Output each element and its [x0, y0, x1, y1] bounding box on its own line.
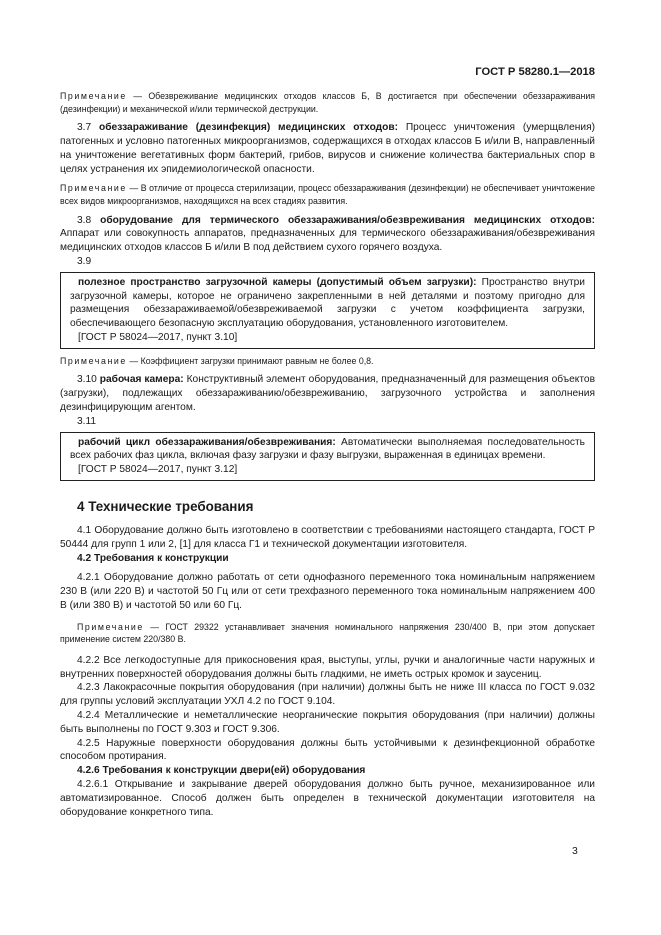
term-name: рабочий цикл обеззараживания/обезвреживания:	[78, 436, 336, 448]
paragraph-4-2-2: 4.2.2 Все легкодоступные для прикосновения края, выступы, углы, ручки и аналогичные части наружных и внутренних поверхностей оборудования должны быть гладкими, не иметь острых кромок и заусениц.	[60, 654, 595, 680]
document-header: ГОСТ Р 58280.1—2018	[475, 66, 595, 78]
term-3-11	[70, 436, 585, 464]
note-text: ГОСТ 29322 устанавливает значения номинального напряжения 230/400 В, при этом допускает применение систем 220/380 В.	[60, 621, 596, 645]
term-name: полезное пространство загрузочной камеры (допустимый объем загрузки):	[78, 276, 477, 288]
note-4: Примечание — ГОСТ 29322 устанавливает значения номинального напряжения 230/400 В, при этом допускает применение систем 220/380 В.	[60, 621, 596, 645]
term-source-reference: [ГОСТ Р 58024—2017, пункт 3.12]	[78, 464, 238, 476]
note-label: Примечание	[60, 91, 127, 101]
paragraph-4-2-5: 4.2.5 Наружные поверхности оборудования должны быть устойчивыми к дезинфекционной обработке способом протирания.	[60, 737, 595, 763]
paragraph-4-2-3: 4.2.3 Лакокрасочные покрытия оборудования (при наличии) должны быть не ниже III класса по ГОСТ 9.032 для группы условий эксплуатации УХЛ 4.2 по ГОСТ 9.104.	[60, 682, 595, 708]
term-3-9-number: 3.9	[77, 255, 92, 267]
note-text: Обезвреживание медицинских отходов классов Б, В достигается при обеспечении обеззараживания (дезинфекции) и механической и/или термической деструкции.	[60, 91, 596, 114]
term-3-10: 3.10 рабочая камера: Конструктивный элемент оборудования, предназначенный для размещения объектов (загрузки), подлежащих обеззараживанию/обезвреживанию, загрузочного устройства и заполнения дезинфицирующим агентом.	[60, 374, 595, 413]
section-4-heading	[60, 499, 595, 514]
note-2: Примечание — В отличие от процесса стерилизации, процесс обеззараживания (дезинфекции) не обеспечивает уничтожение всех видов микроорганизмов, находящихся на всех стадиях развития.	[60, 183, 595, 206]
note-label: Примечание	[60, 355, 127, 366]
term-3-7: 3.7 обеззараживание (дезинфекция) медицинских отходов: Процесс уничтожения (умерщвления) патогенных и условно патогенных микроорганизмов, содержащихся в отходах классов Б и/или В, направленный на уничтожение вегетативных форм бактерий, грибов, вирусов и снижение количества бактериальных спор в целях устранения их эпидемиологической опасности.	[60, 122, 595, 175]
term-definition: Процесс уничтожения (умерщвления) патогенных и условно патогенных микроорганизмов, содержащихся в отходах классов Б и/или В, направленный на уничтожение вегетативных форм бактерий, грибов, вирусов и снижение количества бактериальных спор в целях устранения их эпидемиологической опасности.	[60, 122, 595, 175]
term-name: рабочая камера:	[99, 374, 184, 386]
paragraph-4-2-1: 4.2.1 Оборудование должно работать от сети однофазного переменного тока номинальным напряжением 230 В (или 220 В) и частотой 50 Гц или от сети трехфазного переменного тока номинальным напряжением 400 В (или 380 В) и частотой 50 или 60 Гц.	[60, 572, 595, 611]
term-definition: Аппарат или совокупность аппаратов, предназначенных для термического обеззараживания/обезвреживания медицинских отходов классов Б и/или В под действием сухого горячего воздуха.	[60, 228, 595, 254]
term-name: обеззараживание (дезинфекция) медицинских отходов:	[99, 122, 399, 134]
term-3-9-box	[60, 272, 595, 349]
note-label: Примечание	[60, 183, 127, 194]
page-number: 3	[572, 846, 578, 857]
term-3-11-number: 3.11	[77, 415, 97, 427]
term-3-11-box	[60, 432, 595, 481]
term-3-8: 3.8 оборудование для термического обеззараживания/обезвреживания медицинских отходов: Аппарат или совокупность аппаратов, предназначенных для термического обеззараживания/обезвреживания медицинских отходов классов Б и/или В под действием сухого горячего воздуха.	[60, 214, 595, 254]
subsection-4-2-6-heading: 4.2.6 Требования к конструкции двери(ей) оборудования	[77, 765, 366, 777]
term-3-9	[70, 276, 585, 331]
section-title: Технические требования	[88, 498, 254, 514]
paragraph-4-2-6-1: 4.2.6.1 Открывание и закрывание дверей оборудования должно быть ручное, механизированное или автоматизированное. Способ должен быть определен в технической документации изготовителя на оборудование конкретного типа.	[60, 779, 595, 818]
term-definition: Конструктивный элемент оборудования, предназначенный для размещения объектов (загрузки), подлежащих обеззараживанию/обезвреживанию, загрузочного устройства и заполнения дезинфицирующим агентом.	[60, 374, 595, 413]
term-definition: Автоматически выполняемая последовательность всех рабочих фаз цикла, включая фазу загрузки и фазу выгрузки, выраженная в единицах времени.	[70, 436, 585, 462]
term-source-reference: [ГОСТ Р 58024—2017, пункт 3.10]	[78, 331, 238, 343]
note-1: Примечание — Обезвреживание медицинских отходов классов Б, В достигается при обеспечении обеззараживания (дезинфекции) и механической и/или термической деструкции.	[60, 91, 596, 114]
term-definition: Пространство внутри загрузочной камеры, которое не ограничено закрепленными в ней деталями и поэтому пригодно для размещения обеззараживаемой/обезвреживаемой загрузки с учетом коэффициента загрузки, обеспечивающего безопасную эксплуатацию оборудования, установленного изготовителем.	[70, 276, 585, 330]
paragraph-4-2-4: 4.2.4 Металлические и неметаллические неорганические покрытия оборудования (при наличии) должны быть выполнены по ГОСТ 9.303 и ГОСТ 9.306.	[60, 710, 595, 735]
note-text: В отличие от процесса стерилизации, процесс обеззараживания (дезинфекции) не обеспечивает уничтожение всех видов микроорганизмов, находящихся на всех стадиях развития.	[60, 183, 595, 206]
note-text: Коэффициент загрузки принимают равным не более 0,8.	[140, 355, 374, 366]
paragraph-4-1: 4.1 Оборудование должно быть изготовлено в соответствии с требованиями настоящего стандарта, ГОСТ Р 50444 для групп 1 или 2, [1] для класса Г1 и технической документации изготовителя.	[60, 524, 595, 550]
note-label: Примечание	[77, 621, 144, 632]
page-content	[60, 88, 595, 819]
note-3: Примечание — Коэффициент загрузки принимают равным не более 0,8.	[60, 355, 374, 366]
term-name: оборудование для термического обеззараживания/обезвреживания медицинских отходов:	[100, 214, 595, 226]
section-number: 4	[77, 498, 85, 514]
subsection-4-2-heading: 4.2 Требования к конструкции	[77, 552, 229, 564]
